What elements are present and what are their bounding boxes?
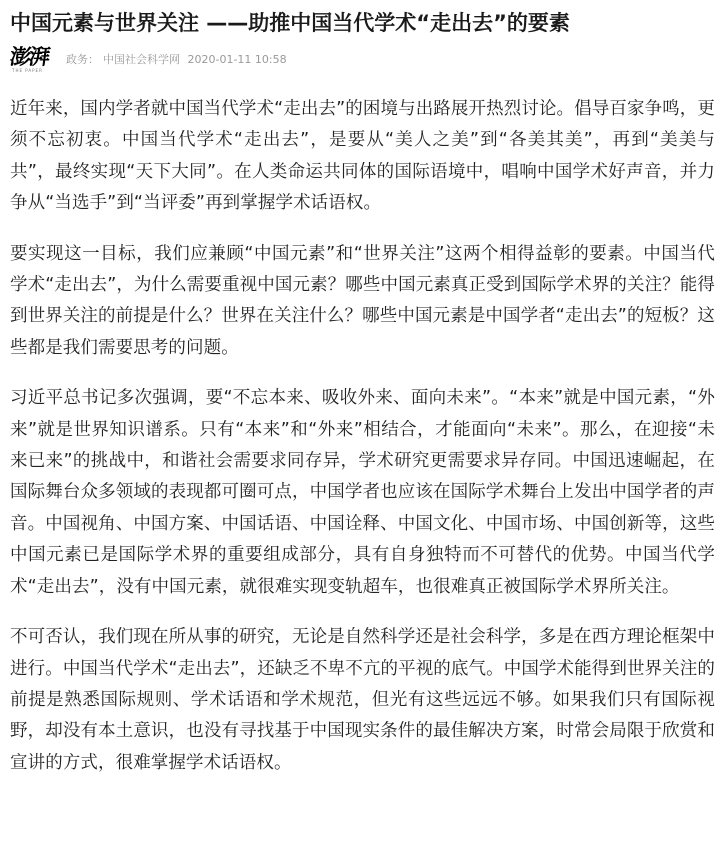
paragraph: 近年来，国内学者就中国当代学术“走出去”的困境与出路展开热烈讨论。倡导百家争鸣，更须不忘初衷。中国当代学术“走出去”，是要从“美人之美”到“各美其美”，再到“美美与共”，最终实现“天下大同”。在人类命运共同体的国际语境中，唱响中国学术好声音，并力争从“当选手”到“当评委”再到掌握学术话语权。 bbox=[10, 99, 715, 214]
thepaper-logo[interactable] bbox=[10, 45, 56, 73]
logo-wordmark: 澎湃 bbox=[8, 44, 50, 69]
meta-datetime: 2020-01-11 10:58 bbox=[187, 53, 287, 66]
meta-info bbox=[66, 51, 291, 67]
paragraph: 要实现这一目标，我们应兼顾“中国元素”和“世界关注”这两个相得益彰的要素。中国当代学术“走出去”，为什么需要重视中国元素？哪些中国元素真正受到国际学术界的关注？能得到世界关注的前提是什么？世界在关注什么？哪些中国元素是中国学者“走出去”的短板？这些都是我们需要思考的问题。 bbox=[10, 243, 715, 358]
logo-subtitle: THE PAPER bbox=[12, 68, 43, 73]
paragraph: 习近平总书记多次强调，要“不忘本来、吸收外来、面向未来”。“本来”就是中国元素，“外来”就是世界知识谱系。只有“本来”和“外来”相结合，才能面向“未来”。那么，在迎接“未来已来”的挑战中，和谐社会需要求同存异，学术研究更需要求异存同。中国迅速崛起，在国际舞台众多领域的表现都可圈可点，中国学者也应该在国际学术舞台上发出中国学者的声音。中国视角、中国方案、中国话语、中国诠释、中国文化、中国市场、中国创新等，这些中国元素已是国际学术界的重要组成部分，具有自身独特而不可替代的优势。中国当代学术“走出去”，没有中国元素，就很难实现变轨超车，也很难真正被国际学术界所关注。 bbox=[10, 388, 715, 597]
article-body bbox=[10, 94, 715, 798]
meta-category: 政务： bbox=[66, 53, 99, 66]
paragraph: 不可否认，我们现在所从事的研究，无论是自然科学还是社会科学，多是在西方理论框架中进行。中国当代学术“走出去”，还缺乏不卑不亢的平视的底气。中国学术能得到世界关注的前提是熟悉国际规则、学术话语和学术规范，但光有这些远远不够。如果我们只有国际视野，却没有本土意识，也没有寻找基于中国现实条件的最佳解决方案，时常会局限于欣赏和宣讲的方式，很难掌握学术话语权。 bbox=[10, 627, 715, 773]
meta-source[interactable]: 中国社会科学网 bbox=[103, 53, 180, 66]
article-meta bbox=[10, 44, 291, 74]
article-title: 中国元素与世界关注 ——助推中国当代学术“走出去”的要素 bbox=[10, 11, 570, 35]
